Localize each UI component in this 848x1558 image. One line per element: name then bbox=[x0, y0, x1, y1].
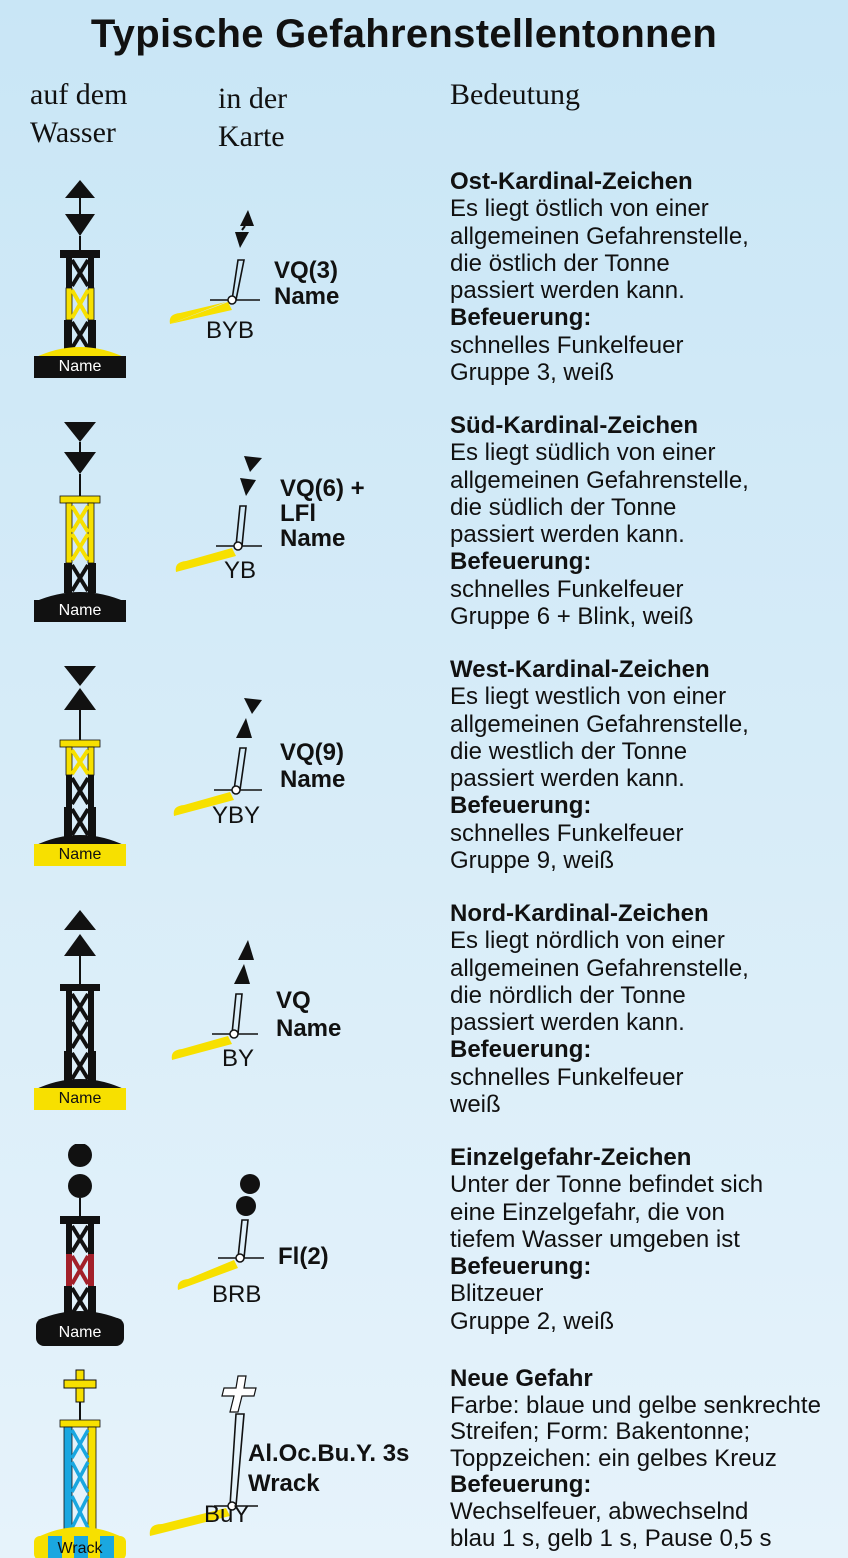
chart-light-line: Wrack bbox=[248, 1470, 320, 1497]
description bbox=[450, 900, 845, 1118]
east-buoy-icon bbox=[34, 180, 126, 378]
chart-light-line: Name bbox=[280, 525, 346, 552]
light-line: Wechselfeuer, abwechselnd bbox=[450, 1497, 749, 1525]
chart-light-line: VQ(9) bbox=[280, 739, 345, 766]
chart-light-line: LFl bbox=[280, 500, 316, 527]
light-line: Gruppe 3, weiß bbox=[450, 359, 615, 387]
description-line: Farbe: blaue und gelbe senkrechte bbox=[450, 1391, 821, 1419]
description-line: allgemeinen Gefahrenstelle, bbox=[450, 466, 749, 494]
description bbox=[450, 1366, 845, 1552]
light-heading: Befeuerung: bbox=[450, 304, 592, 332]
description bbox=[450, 412, 845, 630]
light-heading: Befeuerung: bbox=[450, 792, 592, 820]
chart-color-code: YB bbox=[224, 557, 257, 584]
page-title: Typische Gefahrenstellentonnen bbox=[90, 12, 718, 56]
description-line: Es liegt westlich von einer bbox=[450, 683, 727, 711]
row-new-danger bbox=[0, 1366, 848, 1558]
chart-light-line: Name bbox=[276, 1015, 342, 1042]
description-line: Toppzeichen: ein gelbes Kreuz bbox=[450, 1444, 777, 1472]
column-header-meaning: Bedeutung bbox=[450, 78, 580, 111]
description-line: die nördlich der Tonne bbox=[450, 981, 686, 1009]
chart-light-line: Fl(2) bbox=[278, 1243, 329, 1270]
chart-color-code: BYB bbox=[206, 317, 255, 344]
description-line: passiert werden kann. bbox=[450, 277, 685, 305]
description-line: passiert werden kann. bbox=[450, 521, 685, 549]
light-heading: Befeuerung: bbox=[450, 1471, 592, 1499]
buoy-name-label: Name bbox=[58, 1324, 102, 1341]
description-line: Es liegt nördlich von einer bbox=[450, 927, 725, 955]
light-line: Blitzeuer bbox=[450, 1280, 544, 1308]
chart-light-line: Name bbox=[280, 766, 346, 793]
buoy-name-label: Name bbox=[58, 1090, 102, 1107]
chart-light-line: VQ(6) + bbox=[280, 475, 365, 502]
column-header-chart bbox=[218, 80, 287, 156]
description-line: Streifen; Form: Bakentonne; bbox=[450, 1418, 751, 1446]
light-heading: Befeuerung: bbox=[450, 1253, 592, 1281]
chart-light-line: Al.Oc.Bu.Y. 3s bbox=[248, 1440, 410, 1467]
column-header-water bbox=[30, 76, 127, 152]
north-chart-symbol-icon bbox=[172, 940, 258, 1060]
light-line: Gruppe 2, weiß bbox=[450, 1307, 615, 1335]
column-header-water-line1: auf dem bbox=[30, 78, 128, 111]
light-line: weiß bbox=[450, 1091, 501, 1119]
row-north-cardinal bbox=[0, 900, 848, 1144]
description bbox=[450, 1144, 845, 1335]
column-header-chart-line1: in der bbox=[218, 82, 288, 115]
isolated-danger-chart-symbol-icon bbox=[178, 1174, 264, 1290]
isolated-danger-drawings bbox=[0, 1144, 440, 1388]
description-line: Unter der Tonne befindet sich bbox=[450, 1171, 764, 1199]
light-line: schnelles Funkelfeuer bbox=[450, 575, 684, 603]
description-line: Es liegt östlich von einer bbox=[450, 195, 709, 223]
chart-color-code: BuY bbox=[204, 1501, 250, 1528]
description-line: allgemeinen Gefahrenstelle, bbox=[450, 710, 749, 738]
east-chart-symbol-icon bbox=[170, 210, 260, 324]
row-west-cardinal bbox=[0, 656, 848, 900]
description-line: allgemeinen Gefahrenstelle, bbox=[450, 222, 749, 250]
light-line: schnelles Funkelfeuer bbox=[450, 1063, 684, 1091]
description-line: eine Einzelgefahr, die von bbox=[450, 1198, 725, 1226]
description-line: die westlich der Tonne bbox=[450, 737, 688, 765]
description-heading: Einzelgefahr-Zeichen bbox=[450, 1144, 692, 1171]
description-line: passiert werden kann. bbox=[450, 1009, 685, 1037]
description-heading: West-Kardinal-Zeichen bbox=[450, 656, 710, 683]
description-line: passiert werden kann. bbox=[450, 765, 685, 793]
chart-color-code: YBY bbox=[212, 802, 261, 829]
description-line: die östlich der Tonne bbox=[450, 249, 670, 277]
isolated-danger-buoy-icon bbox=[36, 1144, 124, 1346]
chart-light-line: VQ bbox=[276, 987, 311, 1014]
south-buoy-icon bbox=[34, 422, 126, 622]
row-isolated-danger bbox=[0, 1144, 848, 1388]
chart-color-code: BRB bbox=[212, 1281, 262, 1308]
new-danger-buoy-icon bbox=[34, 1370, 126, 1558]
light-line: schnelles Funkelfeuer bbox=[450, 331, 684, 359]
buoy-name-label: Name bbox=[58, 846, 102, 863]
light-heading: Befeuerung: bbox=[450, 548, 592, 576]
west-buoy-icon bbox=[34, 666, 126, 866]
description-heading: Neue Gefahr bbox=[450, 1365, 593, 1392]
description-line: Es liegt südlich von einer bbox=[450, 439, 716, 467]
row-south-cardinal bbox=[0, 412, 848, 656]
buoy-name-label: Name bbox=[58, 602, 102, 619]
description bbox=[450, 656, 845, 874]
north-buoy-icon bbox=[34, 910, 126, 1110]
column-header-chart-line2: Karte bbox=[218, 120, 285, 153]
buoy-name-label: Name bbox=[58, 358, 102, 375]
column-header-water-line2: Wasser bbox=[30, 116, 116, 149]
light-line: schnelles Funkelfeuer bbox=[450, 819, 684, 847]
buoy-name-label: Wrack bbox=[57, 1540, 103, 1557]
light-heading: Befeuerung: bbox=[450, 1036, 592, 1064]
light-line: Gruppe 9, weiß bbox=[450, 847, 615, 875]
description-line: allgemeinen Gefahrenstelle, bbox=[450, 954, 749, 982]
chart-light-line: VQ(3) bbox=[274, 257, 339, 284]
description bbox=[450, 168, 845, 386]
description-heading: Süd-Kardinal-Zeichen bbox=[450, 412, 699, 439]
chart-light-line: Name bbox=[274, 283, 340, 310]
row-east-cardinal bbox=[0, 168, 848, 412]
south-chart-symbol-icon bbox=[176, 456, 262, 572]
description-heading: Ost-Kardinal-Zeichen bbox=[450, 168, 693, 195]
description-line: die südlich der Tonne bbox=[450, 493, 677, 521]
chart-color-code: BY bbox=[222, 1045, 255, 1072]
west-chart-symbol-icon bbox=[174, 698, 262, 816]
description-line: tiefem Wasser umgeben ist bbox=[450, 1225, 740, 1253]
light-line: Gruppe 6 + Blink, weiß bbox=[450, 603, 694, 631]
description-heading: Nord-Kardinal-Zeichen bbox=[450, 900, 709, 927]
light-line: blau 1 s, gelb 1 s, Pause 0,5 s bbox=[450, 1524, 772, 1552]
